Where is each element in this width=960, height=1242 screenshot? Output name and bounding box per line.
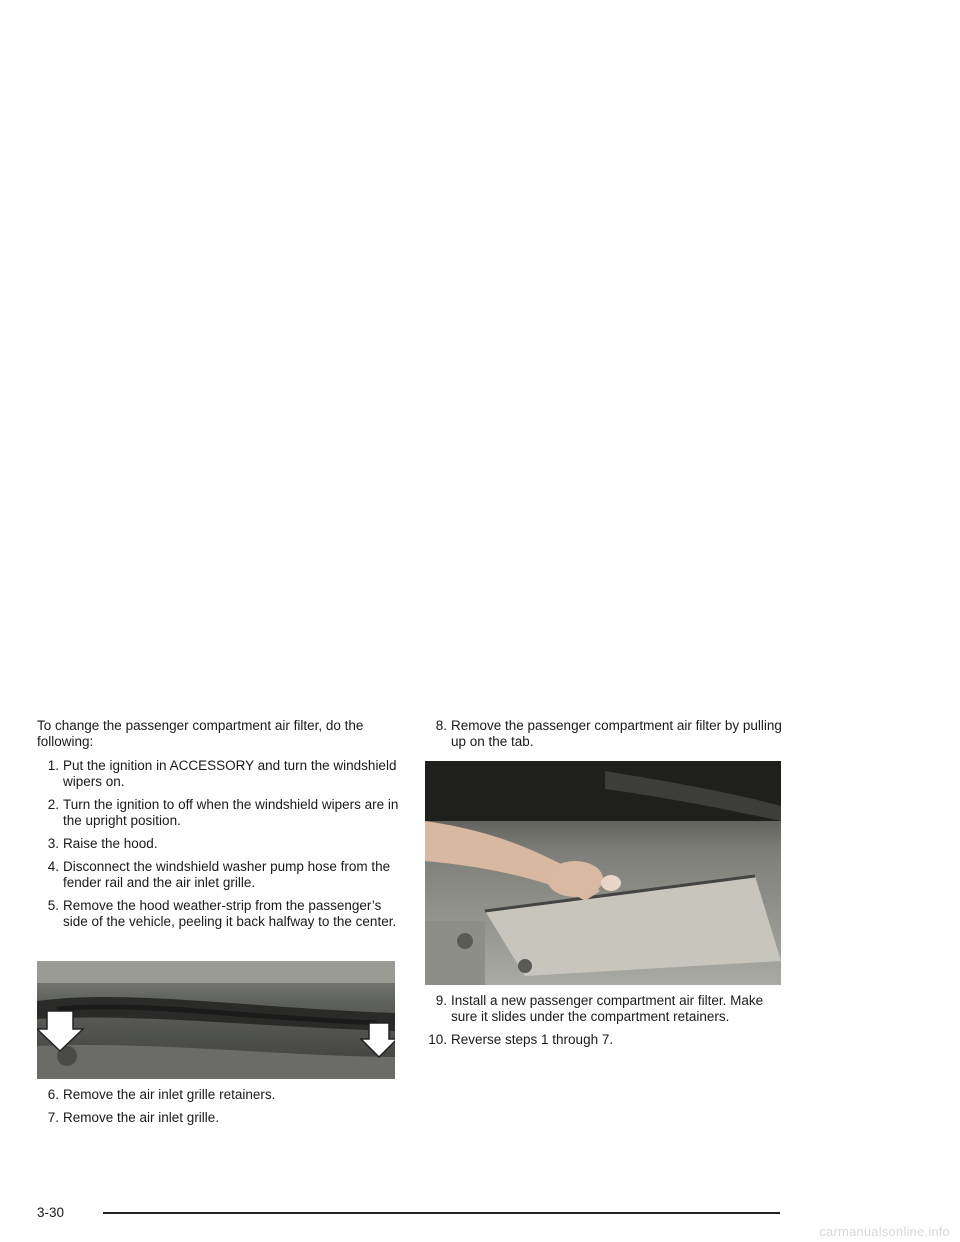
step-1: 1. Put the ignition in ACCESSORY and turn the windshield wipers on. [47, 758, 397, 789]
step-9: 9. Install a new passenger compartment air filter. Make sure it slides under the compartment retainers. [435, 993, 764, 1024]
step-2: 2. Turn the ignition to off when the windshield wipers are in the upright position. [47, 797, 399, 828]
right-column-lower [425, 993, 785, 1055]
footer-rule [103, 1212, 780, 1214]
intro-text: To change the passenger compartment air filter, do the following: [37, 718, 364, 749]
step-5: 5. Remove the hood weather-strip from the passenger’s side of the vehicle, peeling it back halfway to the center. [47, 898, 397, 929]
page-number: 3-30 [37, 1205, 65, 1220]
left-column-lower [37, 1087, 407, 1133]
air-inlet-grille-photo [37, 961, 395, 1079]
step-7: 7. Remove the air inlet grille. [47, 1110, 220, 1125]
step-8: 8. Remove the passenger compartment air filter by pulling up on the tab. [435, 718, 782, 749]
step-10: 10. Reverse steps 1 through 7. [428, 1032, 614, 1047]
air-filter-removal-photo [425, 761, 781, 985]
right-column [425, 718, 785, 757]
step-6: 6. Remove the air inlet grille retainers. [47, 1087, 276, 1102]
step-4: 4. Disconnect the windshield washer pump hose from the fender rail and the air inlet grille. [47, 859, 391, 890]
step-3: 3. Raise the hood. [47, 836, 158, 851]
left-column [37, 718, 407, 937]
watermark: carmanualsonline.info [819, 1224, 950, 1239]
